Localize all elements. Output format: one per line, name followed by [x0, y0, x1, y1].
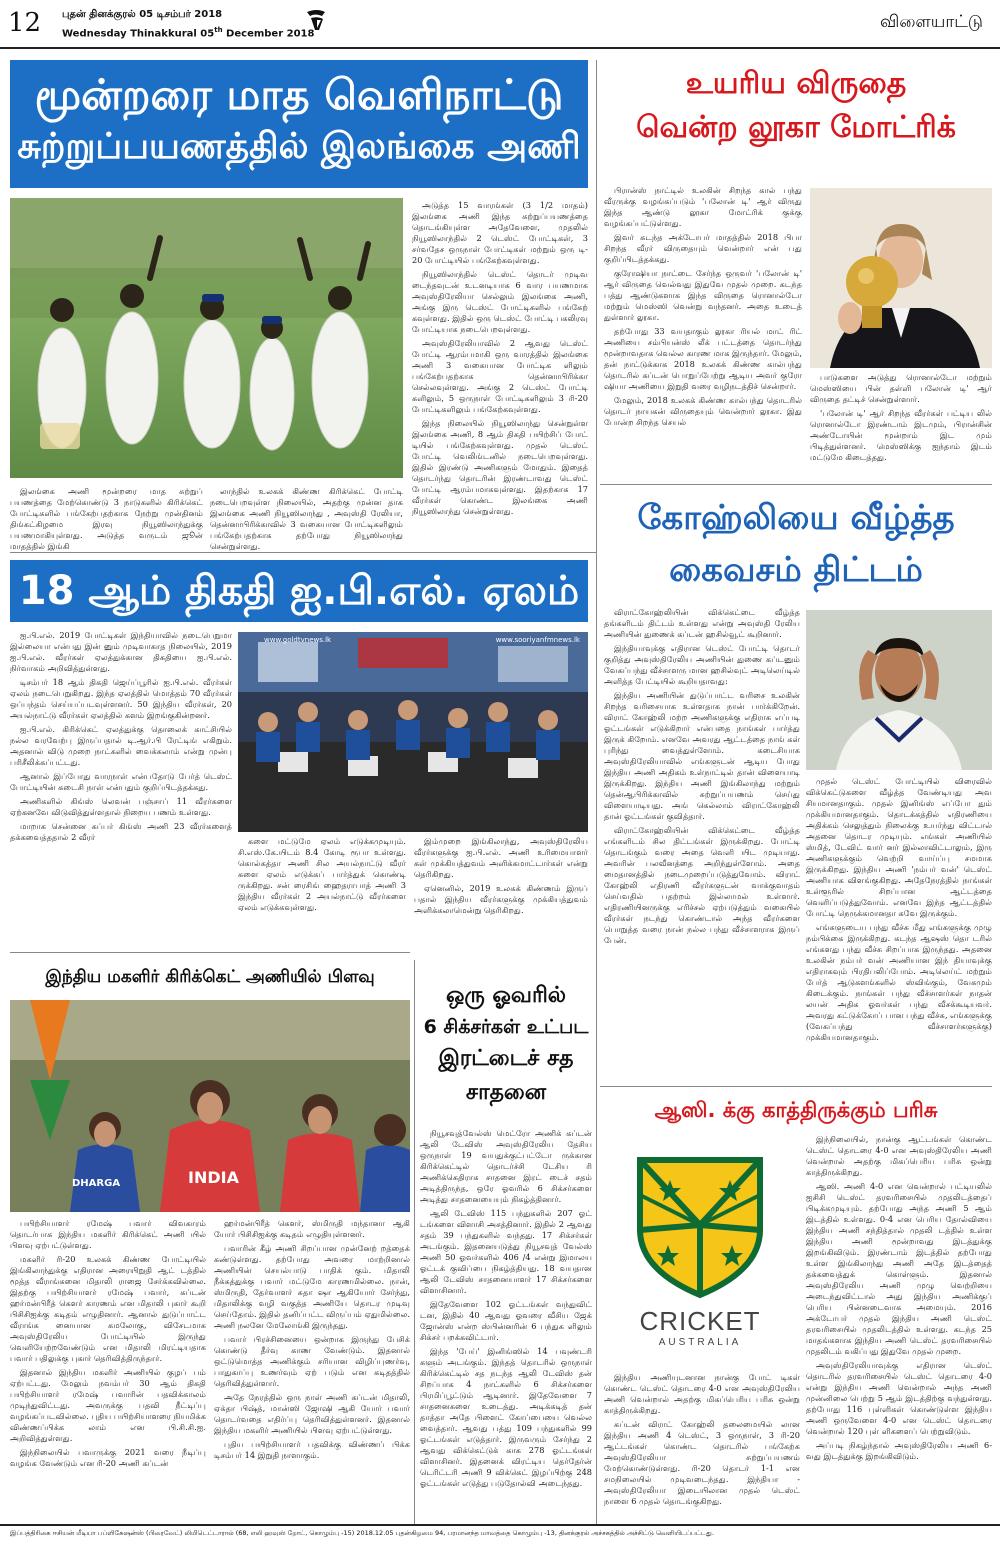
date-tamil: புதன் தினக்குரல் 05 டிசம்பர் 2018 — [62, 9, 223, 20]
sixes-headline — [418, 980, 594, 1110]
srilanka-col1-text: இலங்கை அணி மூன்றரை மாத சுற்றுப் பயணத்தை மேற்கொண்டு 3 நாடுகளில் கிரிக்கெட் போட்டிகளில் பங்கேற்பதற்காக நேற்று முன்தினம் திங்கட்கிழமை இரவு நியூஸிலாந்துக்கு பயணமாகியுள்ளது. அடுத்த வருடம் ஜூன் மாதத்தில் இங்கி — [10, 486, 203, 551]
newspaper-logo-icon — [303, 6, 331, 34]
ipl-headline: 18 ஆம் திகதி ஐ.பி.எல். ஏலம் — [18, 568, 580, 614]
srilanka-headline-line1: மூன்றரை மாத வெளிநாட்டு — [34, 70, 564, 119]
sixes-headline-line1: ஒரு ஓவரில் — [445, 983, 567, 1008]
sixes-headline-line4: சாதனை — [465, 1080, 547, 1105]
women-col2-p1: ஹர்மன்பிரீத் கௌர், ஸ்மிருதி மந்தானா ஆகி யோர் பிசிசிஐக்கு கடிதம் எழுதியுள்ளனர். — [214, 1218, 410, 1239]
women-col2-p2: பவாரின் கீழ் அணி சிறப்பான முன்னேற் றத்தைக் கண்டுள்ளது. தற்போது அவரை மாற்றினால் அணியின் செயல்பாடு பாதிக் கும். மிதாலி நீக்கத்துக்கு பவார் மட்டுமே காரணமில்லை. நான், ஸ்மிருதி, தேர்வாளர் சுதா ஷா ஆகியோர் சேர்ந்து, மிதாலிக்கு வழி வகுத்த அணியே தொடர முடிவு செய்தோம். இதில் தனிப்பட்ட விருப்பம் ஏதுமில்லை. அணி நலனே மேலோங்கி இருந்தது. — [214, 1243, 410, 1330]
women-col1-p1: பயிற்சியாளர் ரமேஷ் பவார் விவகாரம் தொடர்பாக இந்திய மகளிர் கிரிக்கெட் அணி யில் பிளவு ஏற்பட்டுள்ளது. — [10, 1218, 206, 1250]
footer-divider — [0, 1524, 1000, 1526]
kohli-p1: விராட்கோஹ்லியின் விக்கெட்டை வீழ்த்த தங்களிடம் திட்டம் உள்ளது என்று அவுஸ்தி ரேலிய அணியின் துணைக் கப்டன் ஹசில்வூட் கூறினார். — [604, 607, 800, 639]
cricket-celebration-illustration — [10, 198, 403, 478]
modric-p6: பாடுகளை அடுத்து ரொனால்டோ மற்றும் மெஸ்ஸியை பின் தள்ளி பலோன் டி' ஆர் விருதை தட்டிச் சென்றுள்ளார். — [810, 372, 992, 404]
srilanka-col3-p1: அடுத்த 15 வாரங்கள் (3 1/2 மாதம்) இலங்கை அணி இந்த சுற்றுப்பயணத்தை தொடங்கியுள்ள அதேவேளை, முதலில் நியூஸிலாந்தில் 2 டெஸ்ட் போட்டிகள், 3 சர்வதேச ஒருநாள் போட்டிகள் மற்றும் ஒரு டி- 20 போட்டியில் பங்கேற்கவுள்ளது. — [412, 200, 588, 265]
jersey-text-india: INDIA — [188, 1168, 239, 1187]
kohli-p6: எங்களுடைய பந்து வீச்சு மீது எங்களுக்கு முழு நம்பிக்கை இருக்கிறது. கடந்த ஆஷஸ் தொ டரில் எங்களது பந்து வீச்சு சிறப்பாக இருந்தது. அதனை உலகின் நம்பர் வன் அணியான இந் தியாவுக்கு எதிராகவும் பிரதிபலிப்போம். அடிலெய்ட் மற்றும் பேர்த் ஆடுகளங்களில் ஸ்விங்கும், வேகமும் கிடைக்கும். நாங்கள் பந்து வீச்சாளர்கள் நாதன் லயன் அதிக ஓவர்கள் பந்து வீசக்கூடியவர். அவரது கட்டுக்கோப் பான பந்து வீச்சு, எங்களுக்கு (வேகப்பந்து வீச்சாளர்களுக்கு) முக்கியமானதாகும். — [806, 922, 992, 1042]
kohli-p3: இந்திய அணியின் துடுப்பாட்ட வரிசை உலகின் சிறந்த வரிசையாக உள்ளதாக நான் பார்க்கிறேன். விராட் கோஹ்லி மற்ற அணிகளுக்கு எதிராக எப்படி ஓட்டங்கள் எடுக்கிறார் என்பதை நாங்கள் பார்த்து இருக் கிறோம். எனவே அவரது ஆட்டத்தை நாங் கள் புரிந்து வைத்துள்ளோம். கடைசியாக அவுஸ்திரேலியாவில் எங்களுடன் ஆடிய போது இந்திய அணி அதிகம் உள்நாட்டில் தான் விளையாடி இருக்கிறது. இந்திய அணி இங்கிலாந்து மற்றும் தென்ஆபிரிக்காவில் சுற்றுப்பயணம் செய்து விளையாடியது. அங் கெல்லாம் விராட்கோஹ்லி தான் ஓட்டங்கள் குவித்தார். — [604, 690, 800, 821]
ballon-dor-illustration — [810, 188, 992, 368]
srilanka-headline-line2: சுற்றுப்பயணத்தில் இலங்கை அணி — [17, 126, 581, 167]
ipl-col2 — [238, 836, 406, 916]
column-divider — [596, 60, 597, 550]
women-team-photo — [10, 1000, 410, 1212]
australia-col2 — [806, 1134, 992, 1465]
ipl-auction-photo — [238, 632, 588, 832]
srilanka-col1 — [10, 486, 203, 555]
modric-p5: மேலும், 2018 உலகக் கிண்ண கால்பந்து தொடரில் தொடர் நாயகன் விருதையும் வென்றார் லூகா. இது போன்ற சிறந்த செயல் — [604, 395, 802, 427]
australia-headline: ஆஸி. க்கு காத்திருக்கும் பரிசு — [654, 1098, 938, 1122]
modric-headline-line2: வென்ற லூகா மோட்ரிக் — [636, 110, 956, 145]
modric-photo — [810, 188, 992, 368]
kohli-headline-line2: கைவசம் திட்டம் — [669, 550, 923, 590]
ipl-col1-p3: ஐ.பி.எல். கிரிக்கெட் ஏலத்துக்கு தொலைக் காட்சியில் நல்ல வரவேற்பு இருப்பதால் டி.ஆர்.பி ரேட்டிங் எகிறும். அதனால் விடு முறை நாட்களில் வைக்கலாம் என்று முன்பு பரிசீலிக்கப்பட்டது. — [10, 724, 232, 767]
kohli-col2 — [806, 776, 992, 1046]
sixes-p4: இந்த 'பேய்' இனிங்ஸில் 14 பவுண்டரி களும் அடங்கும். இந்தத் தொடரில் ஒருநாள் கிரிக்கெட்டில் சத நடந்த ஆலி டேவிஸ் தன் சிறப்பாக 4 நாட்களில் 6 சிக்சர்களை பிரமிப்பூட்டும் ஆடினார். இதேவேளை 7 சாதனைகளை உடைத்து. அடிக்கடித் தன் தாத்தா அதே பிளைட் கோப்பையை வெல்ல வைத்தார். ஆவது பத்து 109 பந்துகளில் 99 ஓட்டங்கள் எடுத்தார். இருவரும் சேர்ந்து 2 ஆவது விக்கெட்டுக் காக 278 ஓட்டங்கள் விளாசினர். இதனைக் விரட்டிய தெர்தேர்ன் டெரிட்டரி அணி 9 விக்கெட் இழப்பிற்கு 248 ஓட்டங்கள் எடுத்து படுதோல்வி அடைந்தது. — [420, 1346, 592, 1488]
sixes-p2: ஆலி டேவிஸ் 115 பந்துகளில் 207 ஓட் டங்களை விளாசி அசத்தினார். இதில் 2 ஆவது சதம் 39 பந்துகளில் வந்தது. 17 சிக்சர்கள் அடங்கும். இதனையடுத்து நியூசவுத் வேல்ஸ் அணி 50 ஓவர்களில் 406 /4 என்று இமாலய ஓட்டக் குவிப்பை நிகழ்த்தியது. 18 வயதான ஆலி டேவிஸ் சாதனையாளர் 17 சிக்சர்களை விளாசினார். — [420, 1208, 592, 1295]
srilanka-col3-p2: நியூஸிலாந்தில் டெஸ்ட் தொடர் முடிவ டைந்தவுடன் உடனடியாக 6 வார பயணமாக அவுஸ்திரேலியா செல்லும் இலங்கை அணி, அங்கு இரு டெஸ்ட் போட்டிகளில் பங்கேற் கவுள்ளது. இதில் ஒரு டெஸ்ட் போட்டி பகலிரவு போட்டியாக நடைபெறவுள்ளது. — [412, 269, 588, 334]
srilanka-col3 — [412, 200, 588, 520]
australia-p1: இந்நிலையில், நான்கு ஆட்டங்கள் கொண்ட டெஸ்ட் தொடரை 4-0 என அவுஸ்திரேலிய அணி வென்றால் அதற்கு மிகப்பெரிய பரிசு ஒன்று காத்திருக்கிறது. — [806, 1134, 992, 1177]
column-divider — [596, 484, 597, 1524]
section-divider — [10, 952, 410, 953]
kohli-illustration — [806, 610, 992, 770]
australia-col1 — [604, 1372, 800, 1510]
srilanka-col3-p4: இந்த நிலையில் நியூஸிலாந்து சென்றுள்ள இலங்கை அணி, 8 ஆம் திகதி பயிற்சிப் போட் டியில் பங்கேற்கவுள்ளது. முதல் டெஸ்ட் போட்டி வெலிங்டனில் நடைபெறவுள்ளது. இதில் இரண்டு அணிகளும் மோதும். இதைத் தொடர்ந்து தொடரின் இரண்டாவது டெஸ்ட் போட்டி ஆரம்பமாகவுள்ளது. இதற்காக 17 வீரர்கள் கொண்ட இலங்கை அணி நியூஸிலாந்து சென்றுள்ளது. — [412, 418, 588, 516]
kohli-headline-line1: கோஹ்லியை வீழ்த்த — [637, 498, 955, 538]
women-col2 — [214, 1218, 410, 1464]
column-divider — [414, 960, 415, 1524]
date-english-suffix: th — [214, 26, 223, 34]
ipl-col1-p2: டிசம்பர் 18 ஆம் திகதி ஜெய்ப்பூரில் ஐ.பி.எல். வீரர்கள் ஏலம் நடைபெறுகிறது. இந்த ஏலத்தில் மொத்தம் 70 வீரர்கள் ஒப்பந்தம் செய்யப்படவுள்ளனர். 50 இந்திய வீரர்கள், 20 அயல்நாட்டு வீரர்கள் ஏலத்தில் களம் இறங்குகின்றனர். — [10, 677, 232, 720]
ipl-col2-text: களை மட்டுமே ஏலம் எடுக்கமுடியும். சி.எஸ்.கே.யிடம் 8.4 கோடி ரூபா உள்ளது. கொல்கத்தா அணி சில அயல்நாட்டு வீரர் களை ஏலம் எடுக்கப் பார்த்துக் கொண்டி ருக்கிறது. சன் ரைசிங் ஹைதராபாத் அணி 3 இந்திய வீரர்கள் 2 அயல்நாட்டு வீரர்களை ஏலம் எடுக்கவுள்ளது. — [238, 836, 406, 912]
date-english-main: Wednesday Thinakkural 05 — [62, 28, 215, 40]
modric-headline — [600, 62, 992, 150]
australia-p5: இந்திய அணியுடனான நான்கு போட் டிகள் கொண்ட டெஸ்ட் தொடரை 4-0 என அவுஸ்திரேலிய அணி வென்றால் அதற்கு மிகப்பெரிய பரிசு ஒன்று காத்திருக்கிறது. — [604, 1372, 800, 1415]
australia-p4: அப்படி நிகழ்ந்தால் அவுஸ்திரேலிய அணி 6-வது இடத்துக்கு இறங்கிவிடும். — [806, 1440, 992, 1461]
ipl-col3-p1: இம்முறை இங்கிலாந்து, அவுஸ்திரேலிய வீரர்களுக்கு ஐ.பி.எல். அணி உரிமையாளர் கள் முக்கியத்துவம் அளிக்கமாட்டார்கள் என்று தெரிகிறது. — [414, 836, 588, 879]
section-divider — [600, 1086, 992, 1087]
women-col1-p3: இதனால் இந்திய மகளிர் அணியில் குழப் பம் ஏற்பட்டது. மேலும் நவம்பர் 30 ஆம் திகதி பயிற்சியாளர் ரமேஷ் பவாரின் பதவிக்காலம் முடிந்துவிட்டது. அவருக்கு பதவி நீட்டிப்பு வழங்கப்படவில்லை. புதிய பயிற்சியாளரை நியமிக்க விண்ணப்பிக்க லாம் என பி.சி.சி.ஐ. அறிவித்துள்ளது. — [10, 1367, 206, 1443]
srilanka-col2-text: லாந்தில் உலகக் கிண்ண கிரிக்கெட் போட்டி நடைபெறவுள்ள நிலையில், அதற்கு முன்ன தாக இலங்கை அணி நியூஸிலாந்து , அவுஸ்தி ரேலியா, தென்னாபிரிக்காவில் 3 வகையான போட்டிகளிலும் பங்கேற்பதற்காக தற்போது நியூஸிலாந்து சென்றுள்ளது. — [210, 486, 403, 551]
modric-col2 — [810, 372, 992, 466]
modric-p7: 'பலோன் டி' ஆர் சிறந்த வீரர்கள் பட்டிய லில் ரொனால்டோ இரண்டாம் இடமும், பிரான்சின் அண்டோயின் மூன்றாம் இட மும் பிடித்துள்ளனர். மெஸ்ஸிக்கு ஐந்தாம் இடம் மட்டுமே கிடைத்தது. — [810, 408, 992, 462]
srilanka-team-photo — [10, 198, 403, 478]
kohli-headline — [600, 492, 992, 596]
modric-p4: தற்போது 33 வயதாகும் லூகா ரியல் மாட் ரிட் அணியை சம்பியன்ஸ் லீக் பட்டத்தை தொடர்ந்து மூன்றாவதாக வெல்ல காரண மாக இருந்தார். மேலும், தன் நாட்டுக்காக 2018 உலகக் கிண்ண கால்பந்து தொடரில் கப்டன் பொறுப்பேற்று ஆடிய அவர் குரோ ஷியா அணியை இறுதி வரை வழிநடத்திச் சென்றார். — [604, 326, 802, 391]
page-number: 12 — [8, 8, 42, 38]
ipl-col1-p5: அணிகளில் கிங்ஸ் லெவன் பஞ்சாப் 11 வீரர்களை ஏற்கனவே விடுவித்துள்ளதால் நிறைய பணம் உள்ளது. — [10, 796, 232, 817]
section-title: விளையாட்டு — [880, 12, 983, 32]
modric-p3: குரோஷியா நாட்டை சேர்ந்த ஒருவர் 'பலோன் டி' ஆர் விருதை வெல்வது இதுவே முதல் முறை. கடந்த பத்து ஆண்டுகளாக இந்த விருதை ரொனால்டோ மற்றும் மெஸ்ஸி வென்று வந்தனர். அதை உடைத் துள்ளார் லூகா. — [604, 268, 802, 322]
kohli-p2: இந்தியாவுக்கு எதிரான டெஸ்ட் போட்டி தொடர் குறித்து அவுஸ்திரேலிய அணியின் துணை கப்டனும் வேகப்பந்து வீச்சாளரு மான ஹசில்வுட் அடிலெய்டில் அளித்த பேட்டியில் கூறியதாவது: — [604, 643, 800, 686]
srilanka-col2 — [210, 486, 403, 555]
logo-text-cricket: CRICKET — [639, 1306, 761, 1336]
ipl-col1-p4: ஆனால் இப்போது வாரநாள் என்பதோடு பேர்த் டெஸ்ட் போட்டியின் கடைசி நாள் என்பதும் குறிப்பிடத்தக்கது. — [10, 771, 232, 792]
women-col1-p4: இந்நிலையில் பவாருக்கு 2021 வரை நீடிப்பு வழங்க வேண்டும் என ரி-20 அணி கப்டன் — [10, 1447, 206, 1468]
auction-room-illustration — [238, 632, 588, 832]
ipl-col1-p1: ஐ.பி.எல். 2019 போட்டிகள் இந்தியாவில் நடைபெறுமா இல்லையா என்பது இன் னும் முடிவாகாத நிலையில், 2019 ஐ.பி.எல். வீரர்கள் ஏலத்துக்கான திகதியை ஐ.பி.எல். நிர்வாகம் அறிவித்துள்ளது. — [10, 630, 232, 673]
australia-p6: கப்டன் விராட் கோஹ்லி தலைமையில் லான இந்திய அணி 4 டெஸ்ட், 3 ஒருநாள், 3 ரி-20 ஆட்டங்கள் கொண்ட தொடரில் பங்கேற்க அவுஸ்திரேலியா சுற்றுப்பயணம் மேற்கொண்டுள்ளது. ரி-20 தொடர் 1-1 என சமநிலையில் முடிவடைந்தது. இந்தியா - அவுஸ்திரேலியா இடையிலான முதல் டெஸ்ட் நாளை 6 முதல் தொடங்குகிறது. — [604, 1419, 800, 1506]
sixes-p3: இதேவேளை 102 ஓட்டங்கள் வந்துவிட் டன, இதில் 40 ஆவது ஓவரை வீசிய ஜேக் ஜோன்ஸ் என்ற ஸ்பின்னரின் 6 பந்துக ளிலும் சிக்சர் பறக்கவிட்டார். — [420, 1299, 592, 1342]
modric-p2: இவர் கடந்த அக்டோபர் மாதத்தில் 2018 பிபா சிறந்த வீரர் விருதையும் வென்றார் என் பது குறிப்பிடத்தக்கது. — [604, 232, 802, 264]
sixes-body — [420, 1128, 592, 1492]
sixes-headline-line2: 6 சிக்சர்கள் உட்பட — [423, 1016, 589, 1038]
date-english-tail: December 2018 — [222, 28, 315, 40]
australia-p3: அவுஸ்திரேலியாவுக்கு எதிரான டெஸ்ட் தொடரில் தரவரிசையில் டெஸ்ட் தொடரை 4-0 என்று இந்திய அணி வென்றால் அந்த அணி முன்னிலை பெற்று 5 ஆம் இடத்திற்கு வந்துள்ளது. தற்போது 116 புள்ளிகள் கொண்டுள்ள இந்திய அணி ஒருவேளை 4-0 என டெஸ்ட் தொடரை வென்றால் 120 புள் ளிகளைப் பெற்றுவிடும். — [806, 1360, 992, 1436]
sixes-headline-line3: இரட்டைச் சத — [438, 1046, 574, 1071]
ipl-col1 — [10, 630, 232, 846]
masthead — [0, 0, 1000, 47]
ipl-col1-p6: மாறாக சென்னை சுப்பர் கிங்ஸ் அணி 23 வீரர்களைத் தக்கவைத்ததால் 2 வீரர் — [10, 821, 232, 842]
srilanka-headline-banner — [10, 60, 588, 188]
date-english — [62, 26, 314, 39]
ipl-col3-p2: ஏனெனில், 2019 உலகக் கிண்ணம் இருப் பதால் இந்திய வீரர்களுக்கு முக்கியத்துவம் அளிக்கலாமென்று தெரிகிறது. — [414, 883, 588, 915]
modric-headline-line1: உயரிய விருதை — [685, 66, 907, 101]
cricket-australia-logo — [620, 1150, 780, 1350]
ipl-headline-banner — [10, 560, 588, 622]
women-col1 — [10, 1218, 206, 1472]
section-divider — [10, 552, 596, 553]
sixes-p1: நியூசவுத்வேல்ஸ் மெட்ரோ அணிக் கப்டன் ஆலி டேவிஸ் அவுஸ்திரேலிய தேசிய ஒருநாள் 19 வயதுக்குட்பட்டோ ருக்கான கிரிக்கெட்டில் தொடர்ச்சி டேசிய ரி அணிக்கெதிராக சாதனை இரட் டைச் சதம் அடித்திருந்த, ஒரே ஓவரில் 6 சிக்சர்களை அடித்து சாதனையையும் நிகழ்த்தினார். — [420, 1128, 592, 1204]
masthead-divider — [0, 47, 1000, 49]
women-col2-p3: பவார் பிரச்சினையை ஒன்றாக இருந்து பேசிக் கொண்டு தீர்வு காண வேண்டும். இதனால் ஒட்டுமொத்த அணிக்கும் சரியான விழிப்புணர்வு, பாதுகாப்பு உணர்வும் ஏற் படும் என கடிதத்தில் தெரிவித்துள்ளார். — [214, 1334, 410, 1388]
women-col1-p2: மகளிர் ரி-20 உலகக் கிண்ண போட்டியில் இங்கிலாந்துக்கு எதிரான அரையிறுதி ஆட் டத்தில் மூத்த வீராங்கனை மிதாலி ராஜை சேர்க்கவில்லை. இதற்கு பயிற்சியாளர் ரமேஷ் பவார், கப்டன் ஹர்மன்பிரீத் கௌர் காரணம் என மிதாலி புகார் கூறி பிசிசிஐக்கு கடிதம் எழுதினார். ஆனால் துடுப்பாட்ட வீராங்க னையான கமலோகு, விசேடமாக அவுஸ்திரேலிய போட்டியில் இருந்து வெளியேற்றவேண்டும் என மிதாலி மிரட்டியதாக பவார் பதிலுக்கு புகார் தெரிவித்திருந்தார். — [10, 1254, 206, 1363]
srilanka-col3-p3: அவுஸ்திரேலியாவில் 2 ஆவது டெஸ்ட் போட்டி ஆரம்பமாகி ஒரு வாரத்தில் இலங்கை அணி 3 வகையான போட்டிக ளிலும் பங்கேற்பதற்காக தென்னாபிரிக்கா செல்லவுள்ளது. அங்கு 2 டெஸ்ட் போட்டி களிலும், 5 ஒருநாள் போட்டிகளிலும் 3 ரி-20 போட்டிகளிலும் பங்கேற்கவுள்ளது. — [412, 338, 588, 414]
australia-p2: ஆஸி. அணி 4-0 என வென்றால் பட்டியலில் ஐசிசி டெஸ்ட் தரவரிசையில் முதலிடத்தைப் பிடிக்கமுடியும். தற்போது அந்த அணி 5 ஆம் இடத்தில் உள்ளது. 0-4 என பெரிய தோல்வியை இந்திய அணி சந்தித்தால் முதலி டத்தில் உள்ள இந்திய அணி மூன்றாவது இடத்துக்கு இறங்கிவிடும். இரண்டாம் இடத்தில் தற்போது உள்ள இங்கிலாந்து அணி அதே இடத்தைத் தக்கவைத்துக் கொள்ளும். இதனால் அவுஸ்திரேலிய அணி முழு வெற்றியை அடைந்துவிட்டால் அது இந்திய அணிக்குப் பெரிய பின்னடைவாக அமையும். 2016 அக்டோபர் முதல் இந்திய அணி டெஸ்ட் தரவரிசையில் முதலிடத்தில் உள்ளது. கடந்த 25 மாதங்களாக இந்திய அணி டெஸ்ட் தரவரிசையில் முதலிடம் வகிப்பது இதுவே முதல் முறை. — [806, 1181, 992, 1356]
footer-imprint: இப்பத்திரிகை ஈசியன் மீடியா பப்ளிகேஷன்ஸ் (பிரைவேட்) லிமிடெட்டாரால் (68, எலி ஹவுஸ் றோட், கொழும்பு -15) 2018.12.05 புதன்கிழமை 94, பரமானந்த மாவத்தை கொழும்பு -13, தினக்குரல் அச்சகத்தில் அச்சிட்டு வெளியிடப்பட்டது. — [10, 1529, 714, 1537]
kohli-p5: முதல் டெஸ்ட் போட்டியில் விரைவில் விக்கெட்டுகளை வீழ்த்த வேண்டியது அவ சியமானதாகும். முதல் இனிங்ஸ் எப்போ தும் முக்கியமானதாகும். தொடக்கத்தில் எதிரணியை அதிக்கம் செலுத்தும் நிலைக்கு உயர்ந்து விட்டால் அதனை தொடர முடியும். எங்கள் அணியில் ஸ்மித், டேவிட் வார் னர் இல்லாவிட்டாலும், இரு அணிகளுக்கும் வெற்றி வாய்ப்பு சமமாக இருக்கிறது. இந்திய அணி 'நம்பர் வன்' டெஸ்ட் அணியாக விளங்குகிறது. அதேநேரத்தில் நாங்கள் உள்ளூரில் சிறப்பான ஆட்டத்தை வெளிப்படுத்துவோம். எனவே இந்த ஆட்டத்தில் போட்டி நெருக்கமானதா கவே இருக்கும். — [806, 776, 992, 918]
kohli-photo — [806, 610, 992, 770]
ipl-col3 — [414, 836, 588, 919]
women-col2-p5: புதிய பயிற்சியாளர் பதவிக்கு விண்ணப் பிக்க டிசம்பர் 14 இறுதி நாளாகும். — [214, 1439, 410, 1460]
photo-credit-left: www.goldtvnews.lk — [264, 636, 332, 644]
photo-credit-right: www.sooriyanfmnews.lk — [495, 636, 580, 644]
section-divider — [600, 484, 992, 485]
women-col2-p4: அதே நேரத்தில் ஒரு நாள் அணி கப்டன் மிதாலி, ஏக்தா பிஷ்த், மான்ஸி ஜோஷி ஆகி யோர் பவார் தொடர்வதை எதிர்ப்பு தெரிவித்துள்ளனர். இதனால் இந்திய மகளிர் அணியில் பிளவு ஏற்பட்டுள்ளது. — [214, 1392, 410, 1435]
jersey-text-dharga: DHARGA — [72, 1178, 121, 1189]
modric-col1 — [604, 185, 802, 431]
cricket-australia-crest-icon — [620, 1150, 780, 1300]
logo-text-australia: AUSTRALIA — [658, 1337, 742, 1348]
women-headline: இந்திய மகளிர் கிரிக்கெட் அணியில் பிளவு — [45, 967, 375, 987]
kohli-p4: விராட்கோஹ்லியின் விக்கெட்டை வீழ்த்த எங்களிடம் சில திட்டங்கள் இருக்கிறது. போட்டி தொடங்கும் வரை அதை வெளி யிட முடியாது. அவரின் பலவீனத்தை அறிந்துள்ளோம். அதை மைதானத்தில் நடைமுறைப்படுத்துவோம். விராட் கோஹ்லி எதிரணி வீரர்களுடன் வாக்குவாதம் செய்வதில் பதற்றம் இல்லாமல் உள்ளார். எதிரணியினருக்கு எரிச்சல் ஏற்படுத்தும் வகையில் வீரர்கள் நடந்து கொண்டால் அந்த வீரர்களை பொறுத்த வரை நான் நல்ல பந்து வீச்சாளராக இருப் பேன். — [604, 825, 800, 945]
kohli-col1 — [604, 607, 800, 949]
modric-p1: பிரான்ஸ் நாட்டில் உலகின் சிறந்த கால் பந்து வீரருக்கு வழங்கப்படும் 'பலோன் டி' ஆர் விருது இந்த ஆண்டு லூகா மோட்ரிக் குக்கு வழங்கப்பட்டுள்ளது. — [604, 185, 802, 228]
